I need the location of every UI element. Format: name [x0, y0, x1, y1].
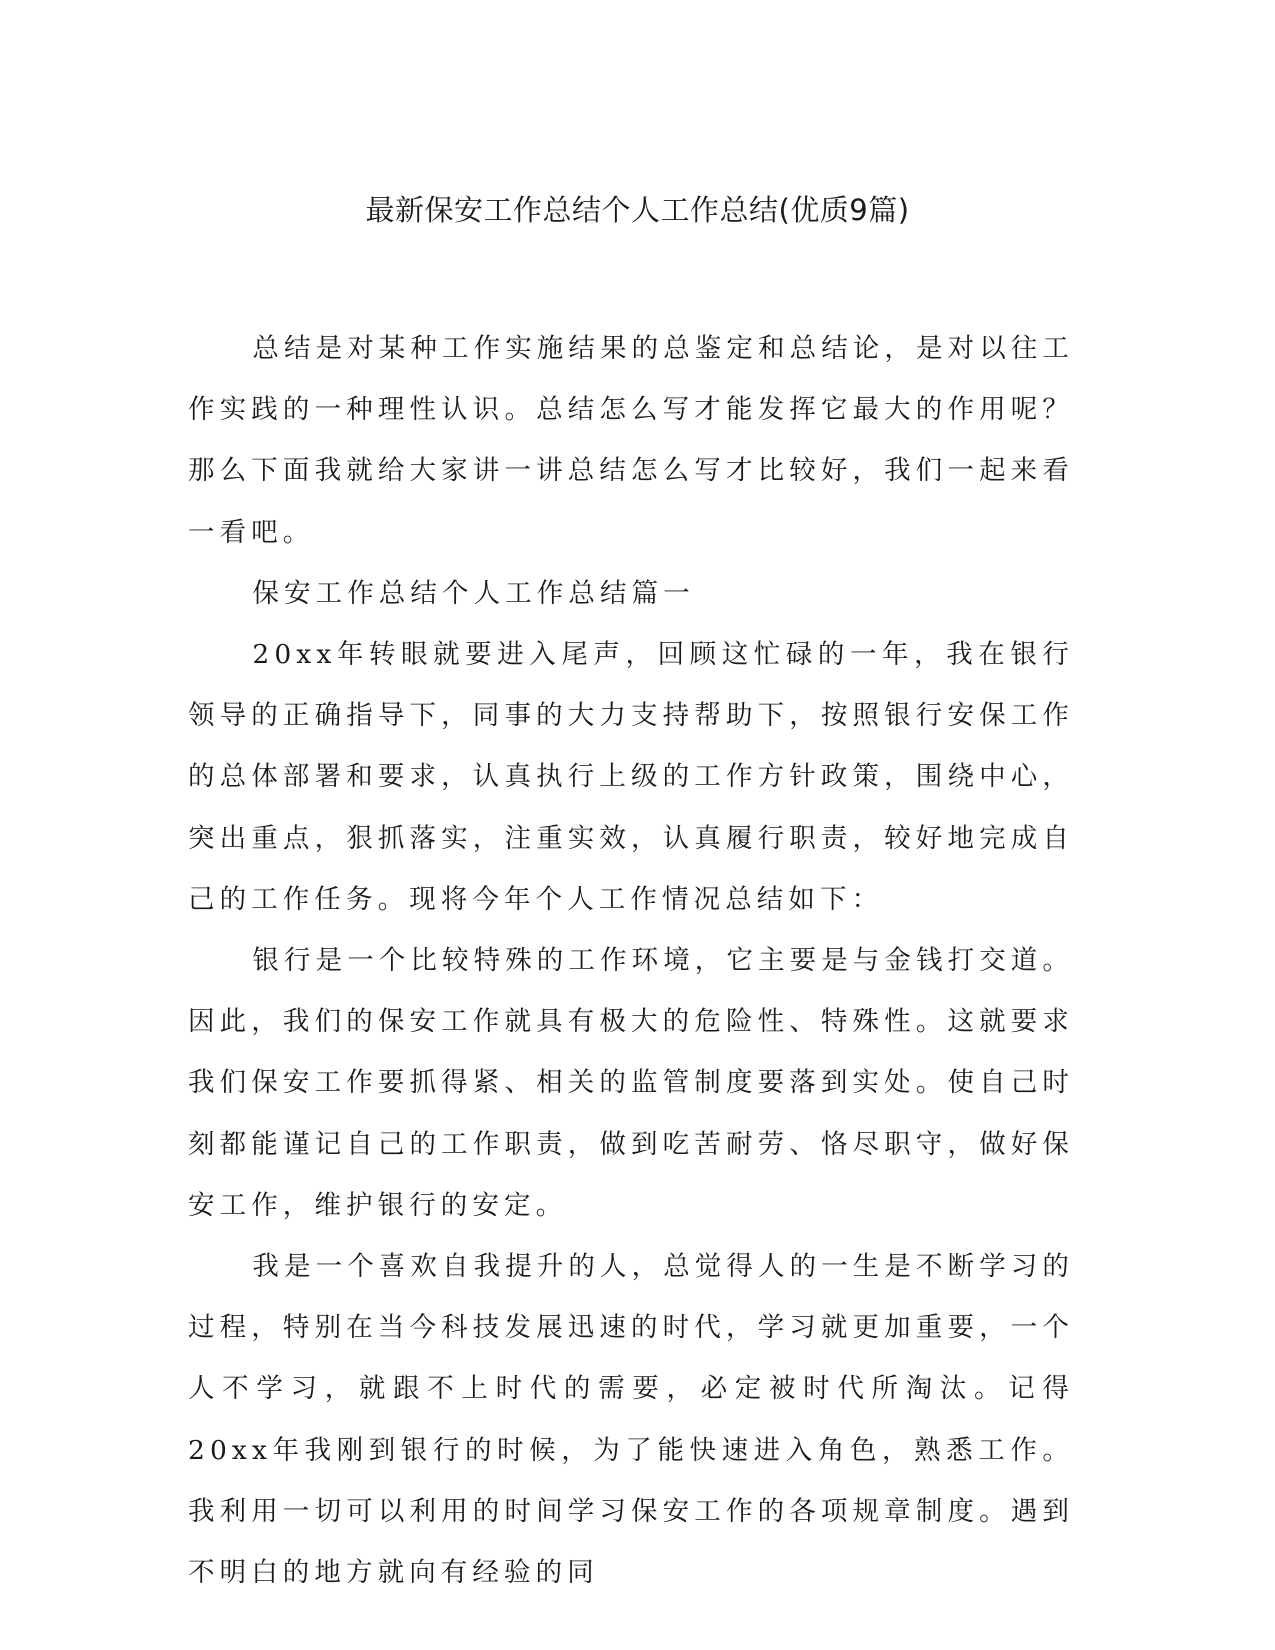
intro-paragraph: 总结是对某种工作实施结果的总鉴定和总结论，是对以往工作实践的一种理性认识。总结怎么写才能发挥它最大的作用呢？那么下面我就给大家讲一讲总结怎么写才比较好，我们一起来看一看吧。 [188, 333, 1074, 548]
document-title: 最新保安工作总结个人工作总结(优质9篇) [365, 193, 910, 227]
body-paragraph: 20xx年转眼就要进入尾声，回顾这忙碌的一年，我在银行领导的正确指导下，同事的大力支持帮助下，按照银行安保工作的总体部署和要求，认真执行上级的工作方针政策，围绕中心，突出重点，狠抓落实，注重实效，认真履行职责，较好地完成自己的工作任务。现将今年个人工作情况总结如下： [188, 639, 1074, 915]
body-paragraph: 银行是一个比较特殊的工作环境，它主要是与金钱打交道。因此，我们的保安工作就具有极大的危险性、特殊性。这就要求我们保安工作要抓得紧、相关的监管制度要落到实处。使自己时刻都能谨记自己的工作职责，做到吃苦耐劳、恪尽职守，做好保安工作，维护银行的安定。 [188, 945, 1074, 1221]
document-body [188, 318, 1074, 1603]
section-heading: 保安工作总结个人工作总结篇一 [252, 577, 695, 609]
body-paragraph: 我是一个喜欢自我提升的人，总觉得人的一生是不断学习的过程，特别在当今科技发展迅速的时代，学习就更加重要，一个人不学习，就跟不上时代的需要，必定被时代所淘汰。记得20xx年我刚到银行的时候，为了能快速进入角色，熟悉工作。我利用一切可以利用的时间学习保安工作的各项规章制度。遇到不明白的地方就向有经验的同 [188, 1251, 1074, 1589]
